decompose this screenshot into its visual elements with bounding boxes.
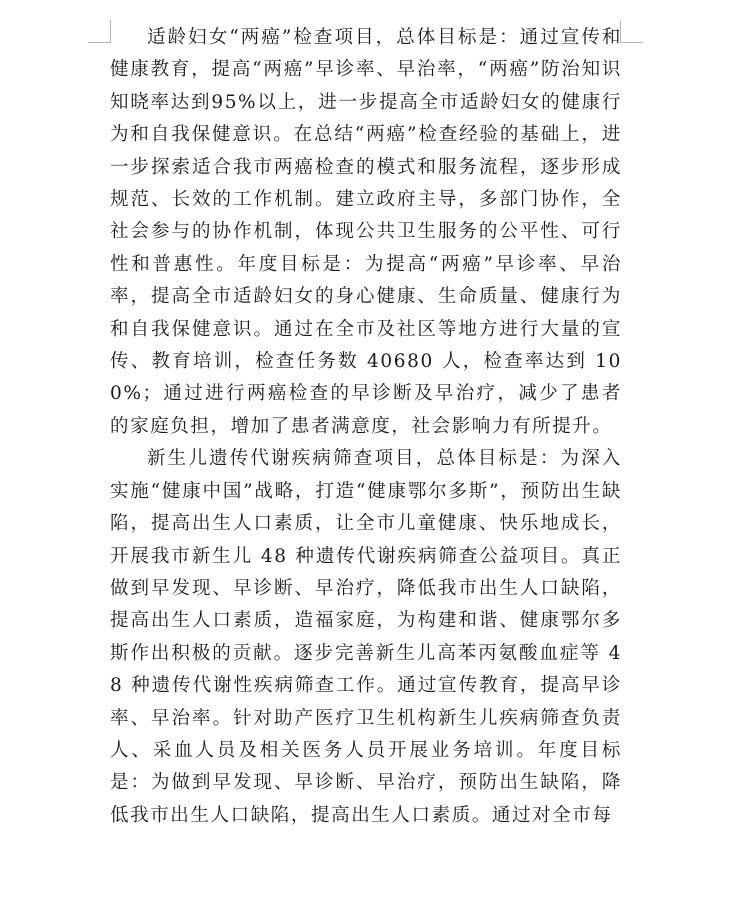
paragraph-newborn-metabolic-screening: 新生儿遗传代谢疾病筛查项目，总体目标是：为深入实施“健康中国”战略，打造“健康鄂尔多斯”，预防出生缺陷，提高出生人口素质，让全市儿童健康、快乐地成长，开展我市新生儿 48 种遗传代谢疾病筛查公益项目。真正做到早发现、早诊断、早治疗，降低我市出生人口缺陷，提高出生人口素质，造福家庭，为构建和谐、健康鄂尔多斯作出积极的贡献。逐步完善新生儿高苯丙氨酸血症等 48 种遗传代谢性疾病筛查工作。通过宣传教育，提高早诊率、早治率。针对助产医疗卫生机构新生儿疾病筛查负责人、采血人员及相关医务人员开展业务培训。年度目标是：为做到早发现、早诊断、早治疗，预防出生缺陷，降低我市出生人口缺陷，提高出生人口素质。通过对全市每	[110, 448, 622, 826]
document-body	[110, 22, 622, 832]
paragraph-cervical-breast-cancer-screening: 适龄妇女“两癌”检查项目，总体目标是：通过宣传和健康教育，提高“两癌”早诊率、早治率，“两癌”防治知识知晓率达到95%以上，进一步提高全市适龄妇女的健康行为和自我保健意识。在总结“两癌”检查经验的基础上，进一步探索适合我市两癌检查的模式和服务流程，逐步形成规范、长效的工作机制。建立政府主导，多部门协作，全社会参与的协作机制，体现公共卫生服务的公平性、可行性和普惠性。年度目标是：为提高“两癌”早诊率、早治率，提高全市适龄妇女的身心健康、生命质量、健康行为和自我保健意识。通过在全市及社区等地方进行大量的宣传、教育培训，检查任务数 40680 人，检查率达到 100%；通过进行两癌检查的早诊断及早治疗，减少了患者的家庭负担，增加了患者满意度，社会影响力有所提升。	[110, 27, 622, 437]
crop-mark-top-left	[88, 20, 111, 43]
crop-mark-top-right	[620, 20, 643, 43]
